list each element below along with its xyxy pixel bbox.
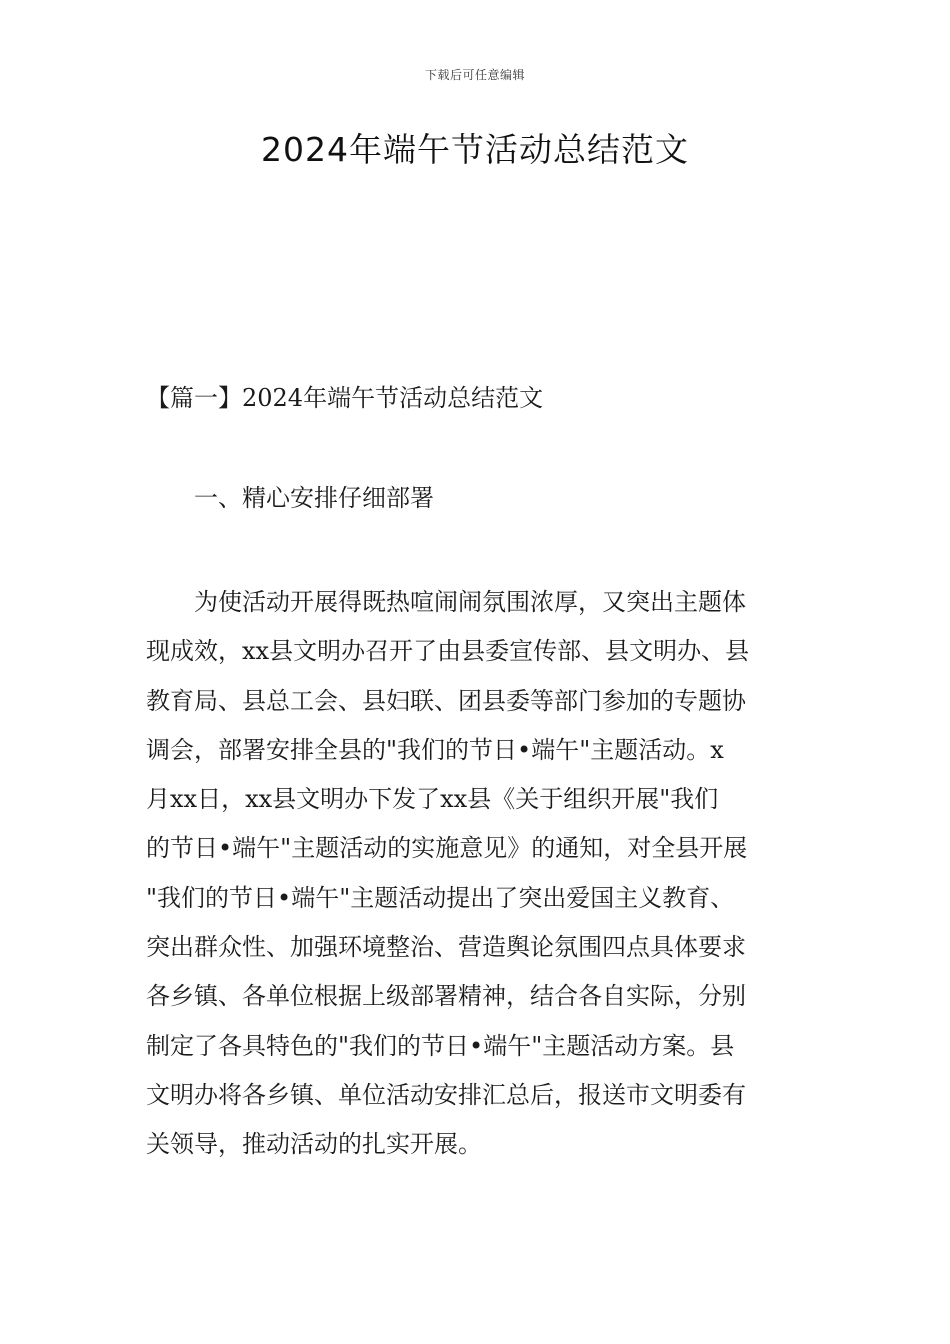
- paragraph-line: 调会，部署安排全县的"我们的节日•端午"主题活动。x: [146, 735, 724, 764]
- paragraph-line: 突出群众性、加强环境整治、营造舆论氛围四点具体要求: [146, 933, 746, 962]
- paragraph-line: 文明办将各乡镇、单位活动安排汇总后，报送市文明委有: [146, 1080, 746, 1109]
- paragraph-line: 月xx日，xx县文明办下发了xx县《关于组织开展"我们: [146, 785, 719, 814]
- paragraph-line: "我们的节日•端午"主题活动提出了突出爱国主义教育、: [146, 883, 735, 912]
- paragraph-line: 现成效，xx县文明办召开了由县委宣传部、县文明办、县: [146, 637, 750, 666]
- paragraph-line: 制定了各具特色的"我们的节日•端午"主题活动方案。县: [146, 1031, 735, 1060]
- paragraph-line: 教育局、县总工会、县妇联、团县委等部门参加的专题协: [146, 686, 746, 715]
- paragraph-line: 关领导，推动活动的扎实开展。: [146, 1130, 482, 1159]
- subheading: 一、精心安排仔细部署: [194, 484, 434, 512]
- document-title: 2024年端午节活动总结范文: [261, 130, 689, 169]
- paragraph-line: 的节日•端午"主题活动的实施意见》的通知，对全县开展: [146, 834, 748, 863]
- section-heading: 【篇一】2024年端午节活动总结范文: [146, 384, 544, 412]
- body-paragraph: [146, 578, 806, 1170]
- header-note: 下载后可任意编辑: [424, 68, 525, 82]
- paragraph-line: 各乡镇、各单位根据上级部署精神，结合各自实际，分别: [146, 982, 746, 1011]
- paragraph-line: 为使活动开展得既热喧闹闹氛围浓厚，又突出主题体: [194, 588, 746, 616]
